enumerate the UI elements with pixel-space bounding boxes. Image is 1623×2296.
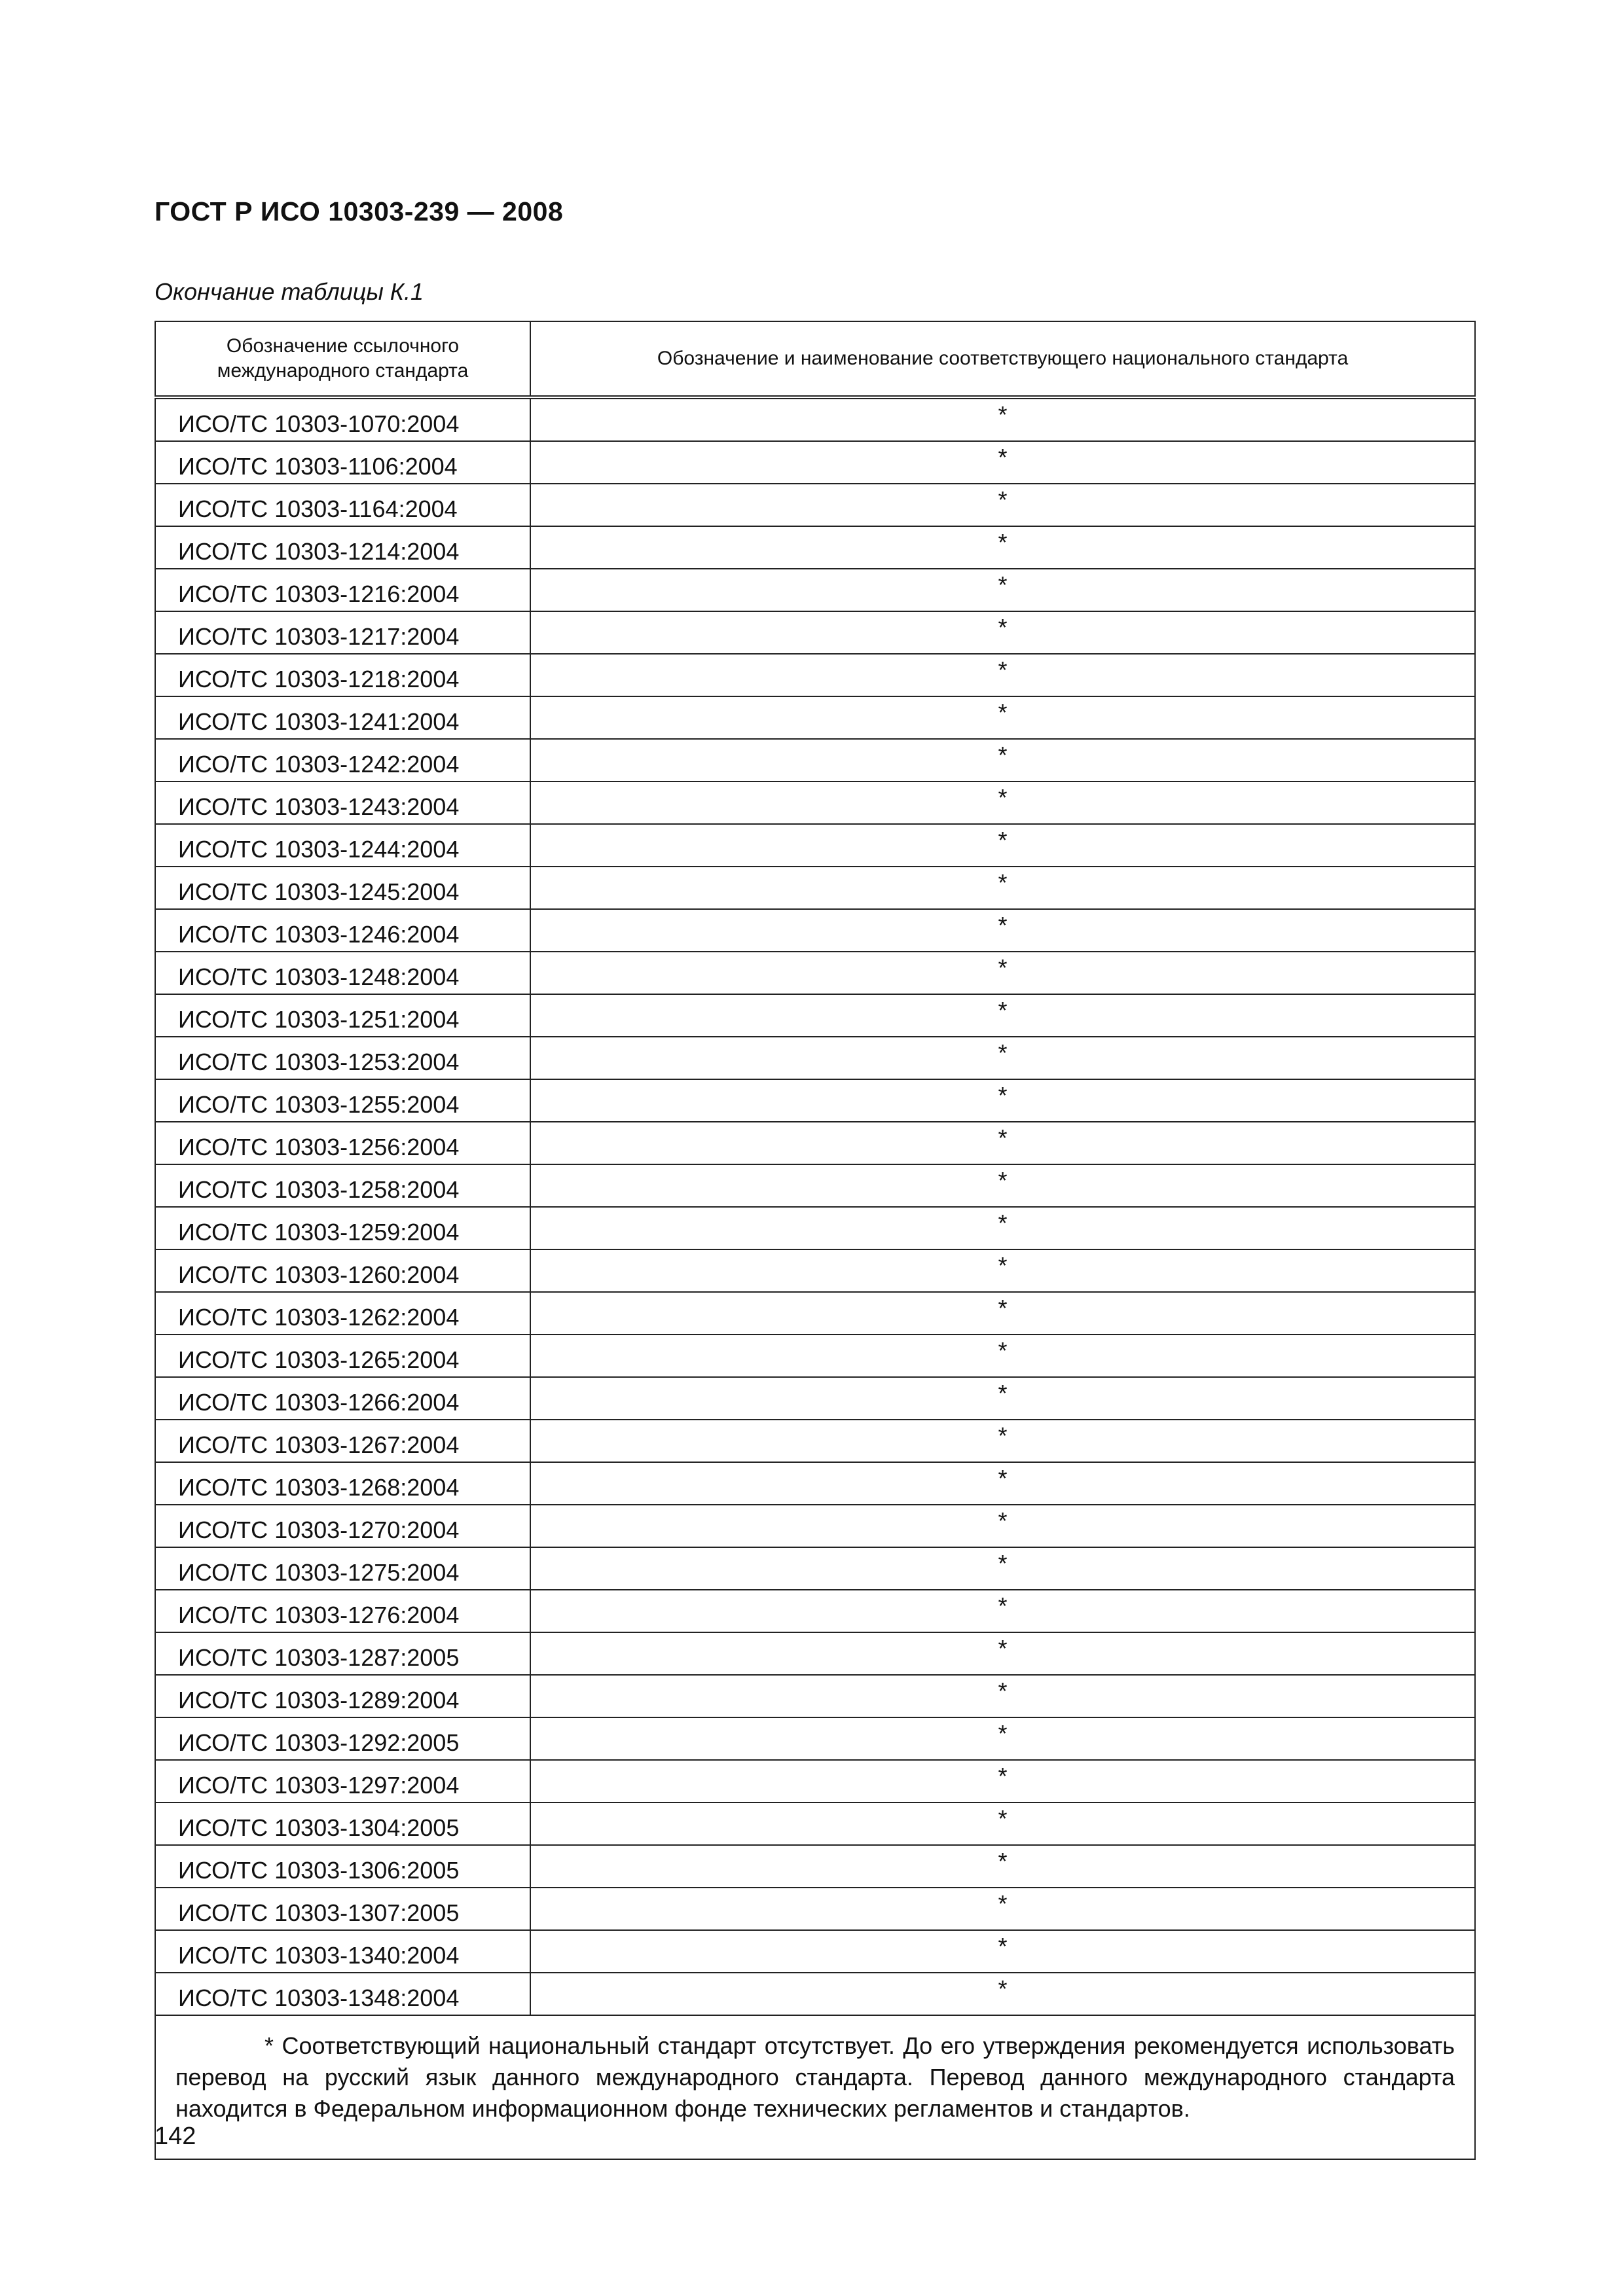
footnote-row: [155, 2015, 1475, 2159]
standards-table: [155, 321, 1476, 2160]
national-standard-mark: *: [530, 1207, 1475, 1249]
page-number: 142: [155, 2123, 196, 2150]
table-row: [155, 1207, 1475, 1249]
national-standard-mark: *: [530, 1037, 1475, 1079]
international-standard-code: ИСО/ТС 10303-1275:2004: [155, 1547, 530, 1590]
table-caption: Окончание таблицы К.1: [155, 278, 424, 305]
international-standard-code: ИСО/ТС 10303-1267:2004: [155, 1420, 530, 1462]
international-standard-code: ИСО/ТС 10303-1258:2004: [155, 1164, 530, 1207]
international-standard-code: ИСО/ТС 10303-1242:2004: [155, 739, 530, 781]
table-footnote: * Соответствующий национальный стандарт отсутствует. До его утверждения рекомендуется использовать перевод на русский язык данного международного стандарта. Перевод данного международного стандарта находится в Федеральном информационном фонде технических регламентов и стандартов.: [155, 2015, 1475, 2159]
international-standard-code: ИСО/ТС 10303-1260:2004: [155, 1249, 530, 1292]
table-row: [155, 1164, 1475, 1207]
international-standard-code: ИСО/ТС 10303-1246:2004: [155, 909, 530, 952]
national-standard-mark: *: [530, 1675, 1475, 1717]
international-standard-code: ИСО/ТС 10303-1241:2004: [155, 696, 530, 739]
table-row: [155, 1675, 1475, 1717]
national-standard-mark: *: [530, 1505, 1475, 1547]
table-row: [155, 1590, 1475, 1632]
table-row: [155, 1420, 1475, 1462]
international-standard-code: ИСО/ТС 10303-1348:2004: [155, 1973, 530, 2015]
table-row: [155, 441, 1475, 484]
national-standard-mark: *: [530, 1079, 1475, 1122]
international-standard-code: ИСО/ТС 10303-1259:2004: [155, 1207, 530, 1249]
national-standard-mark: *: [530, 1292, 1475, 1335]
international-standard-code: ИСО/ТС 10303-1270:2004: [155, 1505, 530, 1547]
national-standard-mark: *: [530, 1122, 1475, 1164]
international-standard-code: ИСО/ТС 10303-1306:2005: [155, 1845, 530, 1888]
national-standard-mark: *: [530, 1335, 1475, 1377]
international-standard-code: ИСО/ТС 10303-1217:2004: [155, 611, 530, 654]
national-standard-mark: *: [530, 909, 1475, 952]
international-standard-code: ИСО/ТС 10303-1255:2004: [155, 1079, 530, 1122]
national-standard-mark: *: [530, 994, 1475, 1037]
national-standard-mark: *: [530, 1930, 1475, 1973]
national-standard-mark: *: [530, 1462, 1475, 1505]
national-standard-mark: *: [530, 1590, 1475, 1632]
table-row: [155, 484, 1475, 526]
national-standard-mark: *: [530, 1888, 1475, 1930]
table-row: [155, 1335, 1475, 1377]
table-row: [155, 1632, 1475, 1675]
international-standard-code: ИСО/ТС 10303-1266:2004: [155, 1377, 530, 1420]
table-row: [155, 994, 1475, 1037]
table-row: [155, 909, 1475, 952]
international-standard-code: ИСО/ТС 10303-1292:2005: [155, 1717, 530, 1760]
table-row: [155, 1760, 1475, 1803]
international-standard-code: ИСО/ТС 10303-1289:2004: [155, 1675, 530, 1717]
table-row: [155, 1547, 1475, 1590]
table-row: [155, 696, 1475, 739]
table-header-row: [155, 321, 1475, 397]
international-standard-code: ИСО/ТС 10303-1248:2004: [155, 952, 530, 994]
international-standard-code: ИСО/ТС 10303-1340:2004: [155, 1930, 530, 1973]
table-row: [155, 1462, 1475, 1505]
international-standard-code: ИСО/ТС 10303-1214:2004: [155, 526, 530, 569]
international-standard-code: ИСО/ТС 10303-1287:2005: [155, 1632, 530, 1675]
table-row: [155, 952, 1475, 994]
table-row: [155, 1377, 1475, 1420]
table-row: [155, 1973, 1475, 2015]
national-standard-mark: *: [530, 1760, 1475, 1803]
international-standard-code: ИСО/ТС 10303-1265:2004: [155, 1335, 530, 1377]
international-standard-code: ИСО/ТС 10303-1106:2004: [155, 441, 530, 484]
international-standard-code: ИСО/ТС 10303-1304:2005: [155, 1803, 530, 1845]
international-standard-code: ИСО/ТС 10303-1218:2004: [155, 654, 530, 696]
column-header-international: Обозначение ссылочного международного стандарта: [155, 321, 530, 397]
table-row: [155, 1122, 1475, 1164]
national-standard-mark: *: [530, 1377, 1475, 1420]
table-row: [155, 1505, 1475, 1547]
national-standard-mark: *: [530, 484, 1475, 526]
table-row: [155, 1717, 1475, 1760]
table-row: [155, 526, 1475, 569]
international-standard-code: ИСО/ТС 10303-1297:2004: [155, 1760, 530, 1803]
national-standard-mark: *: [530, 867, 1475, 909]
national-standard-mark: *: [530, 1803, 1475, 1845]
national-standard-mark: *: [530, 696, 1475, 739]
table-body: [155, 397, 1475, 2015]
table-row: [155, 654, 1475, 696]
table-row: [155, 1037, 1475, 1079]
national-standard-mark: *: [530, 1164, 1475, 1207]
table-row: [155, 611, 1475, 654]
table-row: [155, 1292, 1475, 1335]
international-standard-code: ИСО/ТС 10303-1253:2004: [155, 1037, 530, 1079]
international-standard-code: ИСО/ТС 10303-1164:2004: [155, 484, 530, 526]
national-standard-mark: *: [530, 1249, 1475, 1292]
national-standard-mark: *: [530, 569, 1475, 611]
national-standard-mark: *: [530, 739, 1475, 781]
national-standard-mark: *: [530, 397, 1475, 441]
national-standard-mark: *: [530, 824, 1475, 867]
table-row: [155, 1079, 1475, 1122]
national-standard-mark: *: [530, 781, 1475, 824]
table-row: [155, 1930, 1475, 1973]
national-standard-mark: *: [530, 952, 1475, 994]
international-standard-code: ИСО/ТС 10303-1262:2004: [155, 1292, 530, 1335]
international-standard-code: ИСО/ТС 10303-1070:2004: [155, 397, 530, 441]
international-standard-code: ИСО/ТС 10303-1245:2004: [155, 867, 530, 909]
international-standard-code: ИСО/ТС 10303-1243:2004: [155, 781, 530, 824]
international-standard-code: ИСО/ТС 10303-1251:2004: [155, 994, 530, 1037]
international-standard-code: ИСО/ТС 10303-1244:2004: [155, 824, 530, 867]
national-standard-mark: *: [530, 1632, 1475, 1675]
national-standard-mark: *: [530, 441, 1475, 484]
national-standard-mark: *: [530, 654, 1475, 696]
table-row: [155, 397, 1475, 441]
document-header: ГОСТ Р ИСО 10303-239 — 2008: [155, 196, 564, 226]
national-standard-mark: *: [530, 611, 1475, 654]
international-standard-code: ИСО/ТС 10303-1256:2004: [155, 1122, 530, 1164]
international-standard-code: ИСО/ТС 10303-1276:2004: [155, 1590, 530, 1632]
table-row: [155, 824, 1475, 867]
column-header-national: Обозначение и наименование соответствующего национального стандарта: [530, 321, 1475, 397]
international-standard-code: ИСО/ТС 10303-1216:2004: [155, 569, 530, 611]
table-row: [155, 739, 1475, 781]
table-row: [155, 1249, 1475, 1292]
table-row: [155, 569, 1475, 611]
table-row: [155, 1888, 1475, 1930]
international-standard-code: ИСО/ТС 10303-1307:2005: [155, 1888, 530, 1930]
national-standard-mark: *: [530, 1973, 1475, 2015]
national-standard-mark: *: [530, 1420, 1475, 1462]
national-standard-mark: *: [530, 1547, 1475, 1590]
national-standard-mark: *: [530, 1845, 1475, 1888]
national-standard-mark: *: [530, 1717, 1475, 1760]
table-row: [155, 781, 1475, 824]
table-row: [155, 1803, 1475, 1845]
table-row: [155, 1845, 1475, 1888]
table-row: [155, 867, 1475, 909]
national-standard-mark: *: [530, 526, 1475, 569]
international-standard-code: ИСО/ТС 10303-1268:2004: [155, 1462, 530, 1505]
